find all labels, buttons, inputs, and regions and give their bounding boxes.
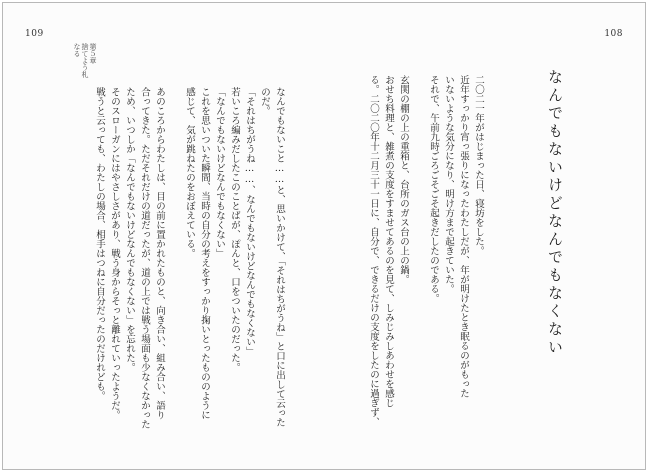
right-page-body bbox=[365, 75, 485, 455]
text-line: ため、いつしか「なんでもないけどなんでもなくない」を忘れた。 bbox=[124, 87, 135, 372]
chapter-label-line: 捨てよう札 bbox=[81, 43, 89, 78]
text-line: のだ。 bbox=[259, 87, 270, 116]
text-line: なんでもないこと……と、思いかけて、「それはちがうね」と口に出して云った bbox=[274, 87, 285, 428]
text-line: る。二〇二〇年十二月三十一日に、自分で、できるだけの支度をしたのに過ぎず、 bbox=[368, 75, 379, 427]
text-line: 近年すっかり宵っ張りになったわたしだが、年が明けたとき眠るのがもった bbox=[458, 75, 469, 398]
book-spread bbox=[2, 2, 646, 470]
running-chapter-header bbox=[73, 43, 96, 78]
text-line: 戦うと云っても、わたしの場合、相手はつねに自分だったのだけれども。 bbox=[94, 87, 105, 401]
text-line: 若いころ編みだしたこのことばが、ぽんと、口をついたのだった。 bbox=[229, 87, 240, 372]
left-page-body bbox=[91, 87, 286, 455]
text-line: 「なんでもないけどなんでもなくない」 bbox=[214, 87, 225, 258]
text-line: 合ってきた。ただそれだけの道だったが、道の上では戦う場面も少なくなかった bbox=[139, 87, 150, 429]
text-line: 感じて、気が跳ねたのをおぼえている。 bbox=[184, 87, 195, 258]
essay-title: なんでもないけどなんでもなくない bbox=[546, 69, 564, 357]
text-line: おせち料理と、雑煮の支度をすませてあるのを見て、しみじみしあわせを感じ bbox=[383, 75, 394, 408]
chapter-label-line: 第５章 bbox=[89, 43, 97, 64]
text-line: あのころからわたしは、目の前に置かれたものと、向き合い、組み合い、語り bbox=[154, 87, 165, 420]
right-page-number: 108 bbox=[604, 29, 623, 39]
text-line: いないような気分になり、明け方まで起きていた。 bbox=[443, 75, 454, 294]
text-line: それで、午前九時ごろごそごそ起きだしたのである。 bbox=[428, 75, 439, 303]
blank-line bbox=[410, 75, 425, 455]
text-line: 二〇二一年がはじまった日、寝坊をした。 bbox=[473, 75, 484, 256]
text-line: これを思いついた瞬間、当時の自分の考えをすっかり掬いとったもののように bbox=[199, 87, 210, 420]
text-line: 「それはちがうね……、なんでもないけどなんでもなくない」 bbox=[244, 87, 255, 356]
text-line: 玄関の棚の上の重箱と、台所のガス台の上の鍋。 bbox=[398, 75, 409, 284]
left-page-number: 109 bbox=[25, 29, 44, 39]
blank-line bbox=[166, 87, 181, 455]
chapter-label-line: なる bbox=[73, 43, 81, 57]
text-line: そのスローガンにはやさしさがあり、戦う身からそっと離れていったようだ。 bbox=[109, 87, 120, 420]
